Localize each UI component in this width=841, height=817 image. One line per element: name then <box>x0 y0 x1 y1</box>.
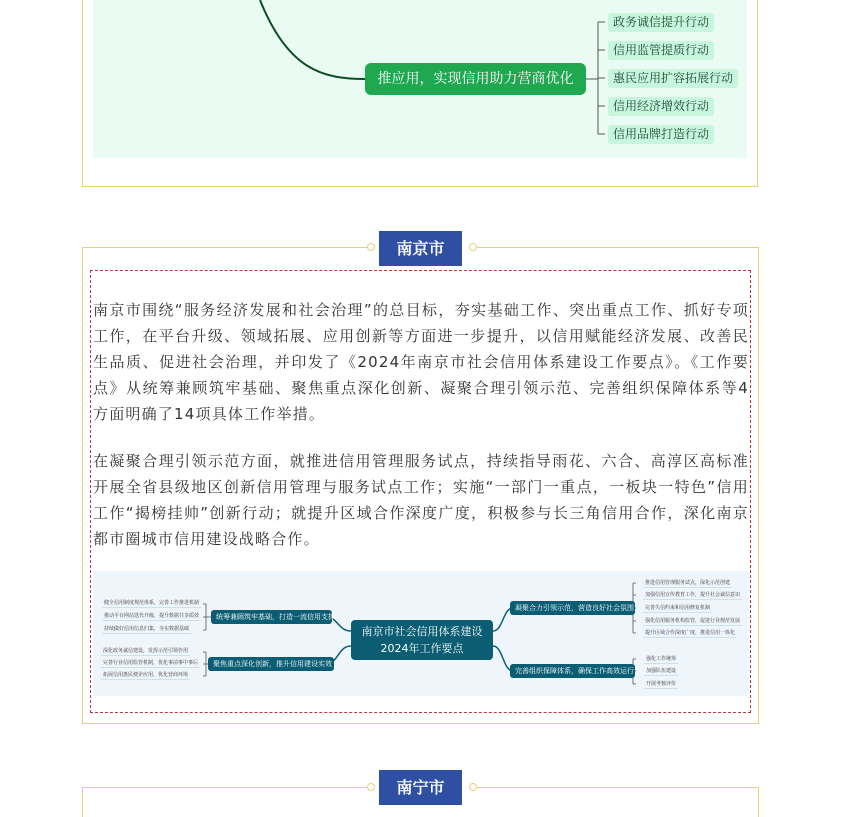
mindmap-leaf-small: 深化政务诚信建设，发挥示范引领作用 <box>103 648 189 654</box>
section-title-nanning: 南宁市 <box>379 770 462 805</box>
mindmap-branch: 聚焦重点深化创新，推升信用建设实效 <box>208 657 334 671</box>
mindmap-leaf: 惠民应用扩容拓展行动 <box>608 69 738 88</box>
nanning-card <box>82 787 759 817</box>
mindmap-branch: 完善组织保障体系，确保工作高效运行 <box>510 664 635 678</box>
nanjing-paragraph-1: 南京市围绕“服务经济发展和社会治理”的总目标，夯实基础工作、突出重点工作、抓好专项工作，在平台升级、领域拓展、应用创新等方面进一步提升，以信用赋能经济发展、改善民生品质、促进社会治理，并印发了《2024年南京市社会信用体系建设工作要点》。《工作要点》从统筹兼顾筑牢基础、聚焦重点深化创新、凝聚合理引领示范、完善组织保障体系等4方面明确了14项具体工作举措。 <box>93 301 749 423</box>
mindmap-branch: 统筹兼顾筑牢基础，打造一流信用支撑 <box>211 610 332 624</box>
mindmap-center-node <box>351 620 493 660</box>
section-title-nanjing: 南京市 <box>379 231 462 266</box>
mindmap-leaf-small: 完善行业信用监管机制，优化事前事中事后 <box>103 660 199 666</box>
mindmap-leaf-small: 完善失信约束和信用修复机制 <box>645 605 711 611</box>
center-node-line2: 2024年工作要点 <box>380 642 464 655</box>
mindmap-leaf: 政务诚信提升行动 <box>608 13 714 32</box>
mindmap-main-node: 推应用，实现信用助力营商优化 <box>365 63 586 95</box>
mindmap-leaf-small: 推进信用管理服务试点，深化示范创建 <box>645 580 731 586</box>
mindmap-leaf-small: 推动平台网站迭代升级，提升数据共享质效 <box>104 613 200 619</box>
mindmap-leaf-small: 拓展信用惠民便企应用，优化营商环境 <box>103 672 189 678</box>
mindmap-leaf-small: 加强信用宣传教育工作，提升社会诚信意识 <box>645 592 741 598</box>
mindmap-leaf-small: 健全信用制度规范体系，完善工作推进机制 <box>104 600 200 606</box>
mindmap-leaf-small: 开展考核评价 <box>646 681 677 687</box>
mindmap-leaf-small: 提升区域合作深度广度，推进信用一体化 <box>645 630 736 636</box>
mindmap-branch: 凝聚合力引领示范，营造良好社会氛围 <box>510 601 635 615</box>
mindmap-leaf-small: 加强队伍建设 <box>646 668 677 674</box>
nanjing-paragraph-2: 在凝聚合理引领示范方面，就推进信用管理服务试点，持续指导雨花、六合、高淳区高标准开展全省县级地区创新信用管理与服务试点工作；实施“一部门一重点，一板块一特色”信用工作“揭榜挂帅”创新行动；就提升区域合作深度广度，积极参与长三角信用合作，深化南京都市圈城市信用建设战略合作。 <box>93 452 749 548</box>
mindmap-leaf-small: 持续做好信用信息归集，夯实数据基础 <box>104 626 190 632</box>
mindmap-leaf: 信用经济增效行动 <box>608 97 714 116</box>
mindmap-leaf-small: 强化工作统筹 <box>646 656 677 662</box>
center-node-line1: 南京市社会信用体系建设 <box>361 625 483 638</box>
mindmap-leaf: 信用监管提质行动 <box>608 41 714 60</box>
mindmap-leaf: 信用品牌打造行动 <box>608 125 714 144</box>
mindmap-leaf-small: 强化信用服务机构监管，促进行业规范发展 <box>645 618 741 624</box>
